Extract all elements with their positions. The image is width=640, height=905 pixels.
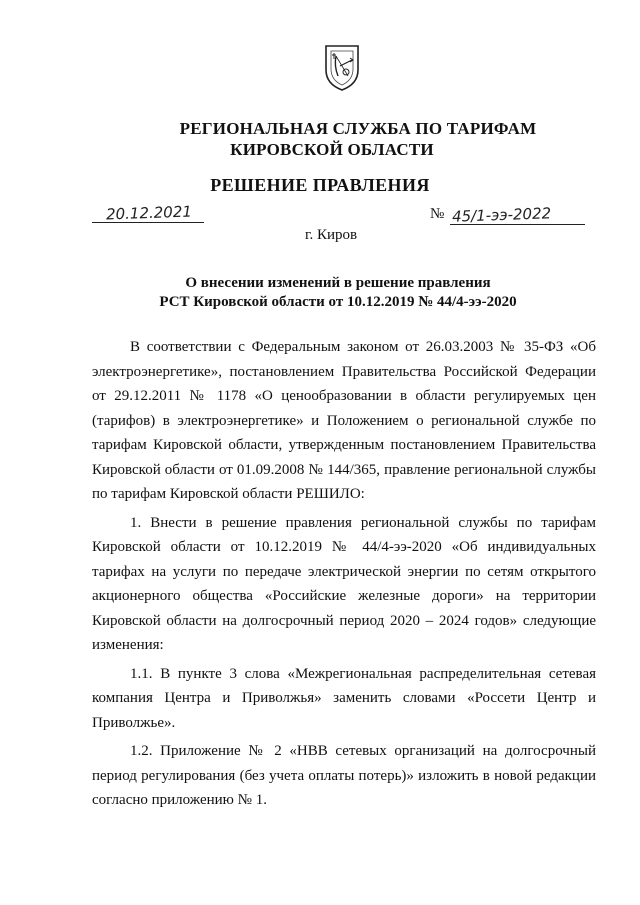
city: г. Киров xyxy=(305,227,358,243)
organization-name-line2: КИРОВСКОЙ ОБЛАСТИ xyxy=(230,140,434,159)
document-type-title: РЕШЕНИЕ ПРАВЛЕНИЯ xyxy=(210,175,430,195)
handwritten-number: 45/1-ээ-2022 xyxy=(451,204,552,226)
item-1-paragraph: 1. Внести в решение правления региональной службы по тарифам Кировской области от 10.12.2019 № 44/4-ээ-2020 «Об индивидуальных тарифах на услуги по передаче электрической энергии по сетям открытого акционерного общества «Российские железные дороги» на территории Кировской области на долгосрочный период 2020 – 2024 годов» следующие изменения: xyxy=(92,514,596,653)
item-1-2-paragraph: 1.2. Приложение № 2 «НВВ сетевых организаций на долгосрочный период регулирования (без учета оплаты потерь)» изложить в новой редакции согласно приложению № 1. xyxy=(92,743,596,808)
number-label: № xyxy=(430,206,445,222)
document-body xyxy=(92,335,596,813)
subject-line1: О внесении изменений в решение правления xyxy=(185,275,491,291)
subject-line2: РСТ Кировской области от 10.12.2019 № 44/4-ээ-2020 xyxy=(159,294,517,310)
preamble-paragraph: В соответствии с Федеральным законом от 26.03.2003 № 35-ФЗ «Об электроэнергетике», постановлением Правительства Российской Федерации от 29.12.2011 № 1178 «О ценообразовании в области регулируемых цен (тарифов) в электроэнергетике» и Положением о региональной службе по тарифам Кировской области, утвержденным постановлением Правительства Кировской области от 01.09.2008 № 144/365, правление региональной службы по тарифам Кировской области РЕШИЛО: xyxy=(92,339,596,502)
organization-name-line1: РЕГИОНАЛЬНАЯ СЛУЖБА ПО ТАРИФАМ xyxy=(179,119,537,138)
handwritten-date: 20.12.2021 xyxy=(105,202,193,224)
kirov-oblast-coat-of-arms-icon xyxy=(322,42,362,92)
item-1-1-paragraph: 1.1. В пункте 3 слова «Межрегиональная распределительная сетевая компания Центра и Приволжья» заменить словами «Россети Центр и Приволжье». xyxy=(92,665,596,731)
